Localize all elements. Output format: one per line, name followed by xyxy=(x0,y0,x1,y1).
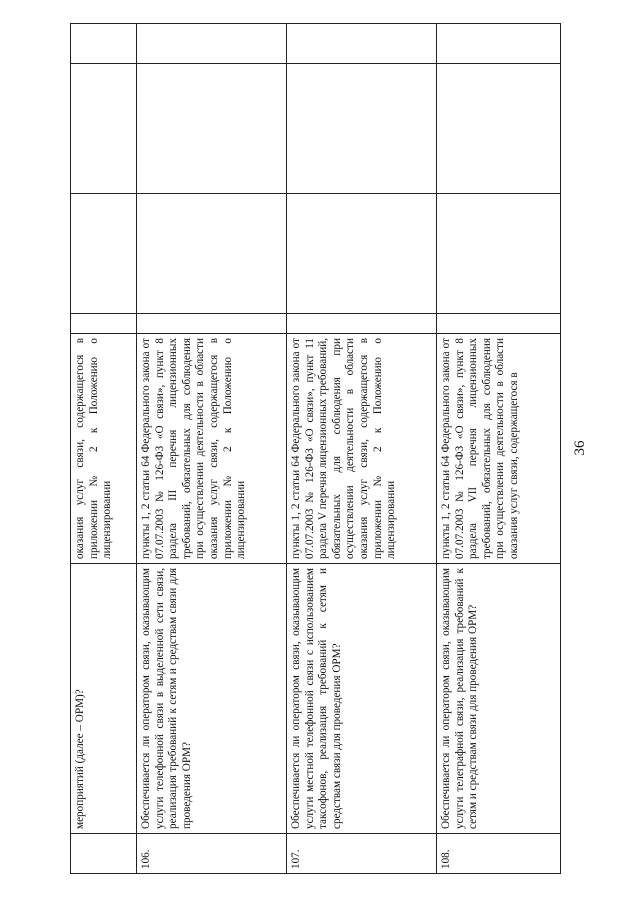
table-row xyxy=(137,24,287,874)
empty-cell xyxy=(137,194,287,314)
empty-cell xyxy=(71,64,137,194)
row-number: 106. xyxy=(137,834,287,874)
empty-cell xyxy=(71,194,137,314)
empty-cell xyxy=(437,314,561,334)
table-row xyxy=(437,24,561,874)
legal-basis-cell: пункты 1, 2 статьи 64 Федерального закона от 07.07.2003 № 126-ФЗ «О связи», пункт 8 раздела III перечня лицензионных требований, обязательных для соблюдения при осуществлении деятельности в области оказания услуг связи, содержащегося в приложении № 2 к Положению о лицензировании xyxy=(137,334,287,564)
row-number: 107. xyxy=(287,834,437,874)
empty-cell xyxy=(71,314,137,334)
empty-cell xyxy=(137,64,287,194)
empty-cell xyxy=(287,64,437,194)
row-number: 108. xyxy=(437,834,561,874)
empty-cell xyxy=(287,314,437,334)
empty-cell xyxy=(287,194,437,314)
page-number: 36 xyxy=(572,440,588,456)
empty-cell xyxy=(287,24,437,64)
table-row xyxy=(71,24,137,874)
rotated-table-wrapper xyxy=(70,24,560,874)
question-cell: Обеспечивается ли оператором связи, оказывающим услуги телеграфной связи, реализация требований к сетям и средствам связи для проведения ОРМ? xyxy=(437,564,561,834)
empty-cell xyxy=(137,314,287,334)
question-cell: Обеспечивается ли оператором связи, оказывающим услуги телефонной связи в выделенной сети связи, реализация требований к сетям и средствам связи для проведения ОРМ? xyxy=(137,564,287,834)
row-number xyxy=(71,834,137,874)
legal-basis-cell: пункты 1, 2 статьи 64 Федерального закона от 07.07.2003 № 126-ФЗ «О связи», пункт 8 раздела VII перечня лицензионных требований, обязательных для соблюдения при осуществлении деятельности в области оказания услуг связи, содержащегося в xyxy=(437,334,561,564)
question-cell: мероприятий (далее – ОРМ)? xyxy=(71,564,137,834)
checklist-table xyxy=(70,23,561,874)
empty-cell xyxy=(71,24,137,64)
empty-cell xyxy=(437,194,561,314)
table-row xyxy=(287,24,437,874)
legal-basis-cell: пункты 1, 2 статьи 64 Федерального закона от 07.07.2003 № 126-ФЗ «О связи», пункт 11 раздела V перечня лицензионных требований, обязательных для соблюдения при осуществлении деятельности в области оказания услуг связи, содержащегося в приложении № 2 к Положению о лицензировании xyxy=(287,334,437,564)
legal-basis-cell: оказания услуг связи, содержащегося в приложении № 2 к Положению о лицензировании xyxy=(71,334,137,564)
question-cell: Обеспечивается ли оператором связи, оказывающим услуги местной телефонной связи с использованием таксофонов, реализация требований к сетям и средствам связи для проведения ОРМ? xyxy=(287,564,437,834)
empty-cell xyxy=(137,24,287,64)
empty-cell xyxy=(437,64,561,194)
empty-cell xyxy=(437,24,561,64)
